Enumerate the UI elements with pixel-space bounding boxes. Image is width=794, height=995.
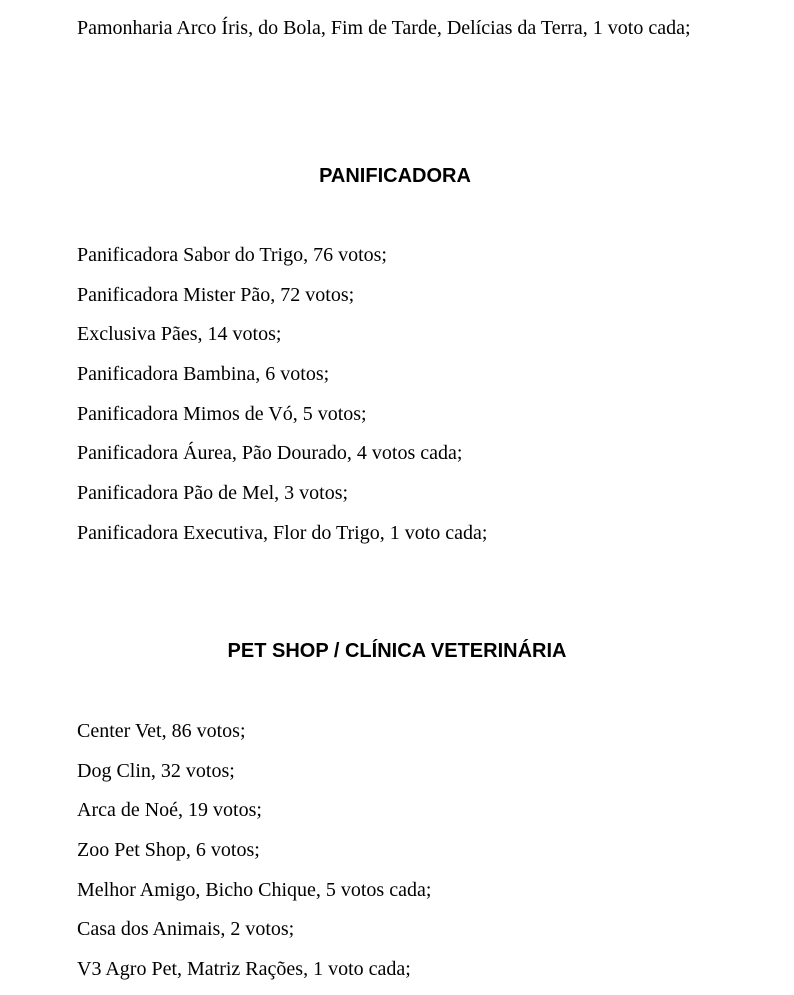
list-item: Dog Clin, 32 votos; xyxy=(77,759,235,782)
panificadora-list xyxy=(77,236,487,554)
list-item: Center Vet, 86 votos; xyxy=(77,720,246,742)
list-item: Exclusiva Pães, 14 votos; xyxy=(77,323,282,346)
list-item: Melhor Amigo, Bicho Chique, 5 votos cada; xyxy=(77,878,432,901)
list-item: Panificadora Executiva, Flor do Trigo, 1 voto cada; xyxy=(77,521,488,544)
list-item: Panificadora Bambina, 6 votos; xyxy=(77,363,330,386)
list-item: Panificadora Sabor do Trigo, 76 votos; xyxy=(77,244,387,266)
section-heading-panificadora: PANIFICADORA xyxy=(319,165,471,187)
list-item: Panificadora Áurea, Pão Dourado, 4 votos cada; xyxy=(77,442,463,465)
list-item: Panificadora Mister Pão, 72 votos; xyxy=(77,283,355,306)
section-heading-pet-shop: PET SHOP / CLÍNICA VETERINÁRIA xyxy=(227,640,567,662)
pet-shop-list xyxy=(77,712,431,990)
list-item: Arca de Noé, 19 votos; xyxy=(77,799,262,822)
list-item: Panificadora Pão de Mel, 3 votos; xyxy=(77,482,349,505)
list-item: Casa dos Animais, 2 votos; xyxy=(77,918,295,941)
list-item: Zoo Pet Shop, 6 votos; xyxy=(77,839,260,862)
list-item: V3 Agro Pet, Matriz Rações, 1 voto cada; xyxy=(77,958,411,981)
intro-paragraph: Pamonharia Arco Íris, do Bola, Fim de Tarde, Delícias da Terra, 1 voto cada; xyxy=(77,17,691,39)
list-item: Panificadora Mimos de Vó, 5 votos; xyxy=(77,402,367,425)
